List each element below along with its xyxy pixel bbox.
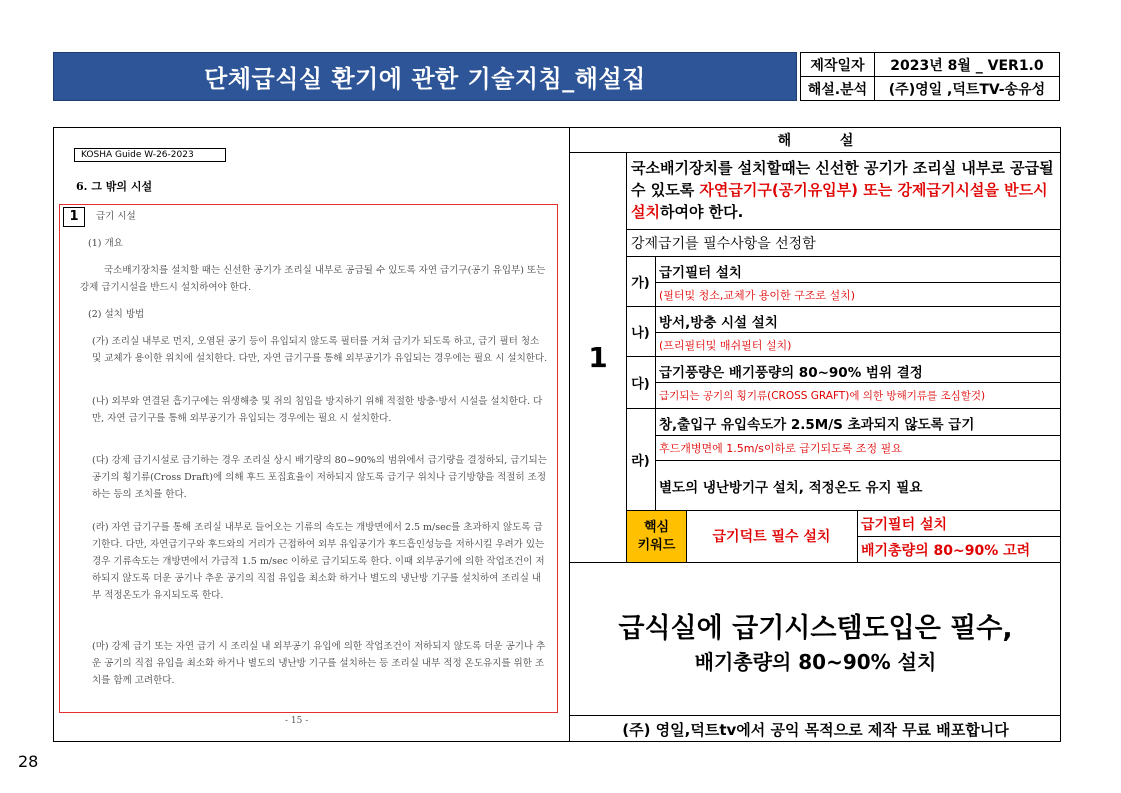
guide-page-number: - 15 - bbox=[285, 716, 309, 726]
item-label: 다) bbox=[631, 376, 650, 392]
method-item: (마) 강제 급기 또는 자연 급기 시 조리실 내 외부공기 유입에 의한 작업조건이 저하되지 않도록 더운 공기나 추운 공기의 직접 유입을 최소화 하거나 별도의 냉난방 기구를 설치하는 등 조리실 내부 적정 온도유지를 위한 조치를 함께 고려한다. bbox=[92, 641, 546, 686]
keyword: 급기필터 설치 bbox=[861, 517, 948, 533]
keyword: 급기덕트 필수 설치 bbox=[712, 529, 831, 545]
method-item: (라) 자연 급기구를 통해 조리실 내부로 들어오는 기류의 속도는 개방면에서 2.5 m/sec를 초과하지 않도록 급기한다. 다만, 자연급기구와 후드와의 거리가 근접하여 외부 유입공기가 후드흡인성능을 저하시킬 우려가 있는 경우 기류속도는 개방면에서 가급적 1.5 m/sec 이하로 급기되도록 한다. 이때 외부공기에 의한 작업조건이 저하되지 않도록 더운 공기나 추운 공기의 직접 유입을 최소화 하거나 별도의 냉난방 기구를 설치하여 조리실 내부 적정온도가 유지되도록 한다. bbox=[92, 522, 545, 601]
item-title: 창,출입구 유입속도가 2.5M/S 초과되지 않도록 급기 bbox=[659, 417, 975, 433]
document-title: 단체급식실 환기에 관한 기술지침_해설집 bbox=[53, 52, 797, 101]
footer-text: (주) 영일,덕트tv에서 공익 목적으로 제작 무료 배포합니다 bbox=[622, 720, 1009, 739]
keyword: 배기총량의 80~90% 고려 bbox=[861, 543, 1031, 559]
item-title: 급기풍량은 배기풍량의 80~90% 범위 결정 bbox=[659, 365, 923, 381]
method-item: (가) 조리실 내부로 먼지, 오염된 공기 등이 유입되지 않도록 필터를 거쳐 급기가 되도록 하고, 급기 필터 청소 및 교체가 용이한 위치에 설치한다. 다만, 자연 급기구를 통해 외부공기가 유입되는 경우에는 필요 시 설치한다. bbox=[92, 336, 548, 364]
item-title: 급기 시설 bbox=[96, 211, 136, 222]
summary-line: 배기총량의 80~90% 설치 bbox=[694, 650, 937, 674]
item-note: 후드개병면에 1.5m/s이하로 급기되도록 조정 필요 bbox=[659, 442, 902, 455]
commentary-heading: 해 설 bbox=[777, 133, 854, 149]
row-number: 1 bbox=[588, 340, 608, 374]
page-number: 28 bbox=[18, 752, 39, 771]
method-item: (나) 외부와 연결된 흡기구에는 위생해충 및 쥐의 침입을 방지하기 위해 적절한 방충·방서 시설을 설치한다. 다만, 자연 급기구를 통해 외부공기가 유입되는 경우에는 필요 시 설치한다. bbox=[92, 396, 543, 424]
item-note: (필터및 청소,교체가 용이한 구조로 설치) bbox=[659, 289, 856, 302]
summary-line: 급식실에 급기시스템도입은 필수, bbox=[618, 613, 1013, 644]
method-heading: (2) 설치 방법 bbox=[88, 309, 145, 320]
overview-text: 국소배기장치를 설치할 때는 신선한 공기가 조리실 내부로 공급될 수 있도록 자연 급기구(공기 유입부) 또는 강제 급기시설을 반드시 설치하여야 한다. bbox=[80, 265, 546, 293]
item-title: 방서,방충 시설 설치 bbox=[659, 315, 778, 331]
overview-heading: (1) 개요 bbox=[88, 238, 123, 249]
item-note: 급기되는 공기의 횡기류(CROSS GRAFT)에 의한 방해기류를 조심할것) bbox=[659, 390, 986, 402]
meta-table bbox=[800, 52, 1060, 101]
item-label: 나) bbox=[631, 325, 650, 341]
item-note: (프리필터및 매쉬필터 설치) bbox=[659, 339, 792, 352]
analysis-label: 해설.분석 bbox=[801, 77, 875, 101]
section-title: 6. 그 밖의 시설 bbox=[76, 180, 153, 193]
item-label: 가) bbox=[631, 275, 650, 291]
intro-text: 국소배기장치를 설치할때는 신선한 공기가 조리실 내부로 공급될 수 있도록 자연급기구(공기유입부) 또는 강제급기시설을 반드시 설치하여야 한다. bbox=[631, 159, 1054, 221]
analysis-value: (주)영일 ,덕트TV-송유성 bbox=[874, 77, 1059, 101]
keyword-label: 핵심 키워드 bbox=[627, 511, 686, 562]
item-extra: 별도의 냉난방기구 설치, 적정온도 유지 필요 bbox=[659, 480, 923, 496]
item-number: 1 bbox=[63, 207, 85, 227]
item-title: 급기필터 설치 bbox=[659, 265, 742, 281]
date-value: 2023년 8월 _ VER1.0 bbox=[874, 53, 1059, 77]
method-item: (다) 강제 급기시설로 급기하는 경우 조리실 상시 배기량의 80~90%의 범위에서 급기량을 결정하되, 급기되는 공기의 횡기류(Cross Draft)에 의해 후드 포집효율이 저하되지 않도록 급기구 위치나 급기방향을 적절히 조정하는 등의 조치를 한다. bbox=[92, 455, 547, 500]
item-label: 라) bbox=[631, 453, 650, 469]
guide-tag: KOSHA Guide W-26-2023 bbox=[74, 148, 226, 162]
mandatory-text: 강제급기를 필수사항을 선정함 bbox=[631, 236, 816, 252]
date-label: 제작일자 bbox=[801, 53, 875, 77]
